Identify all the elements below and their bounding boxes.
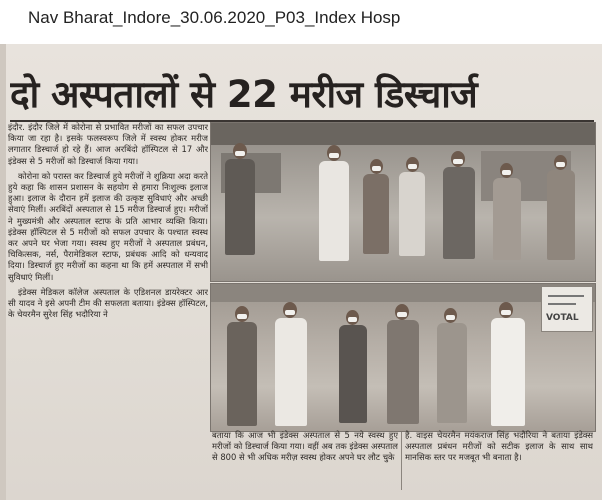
photo-caption-middle <box>212 430 398 492</box>
hospital-sign <box>541 286 593 332</box>
building-wall <box>211 284 595 302</box>
article-column <box>8 122 208 492</box>
hospital-sign-text: VOTAL <box>546 313 579 323</box>
photo-patients-discharged <box>210 122 596 282</box>
column-divider <box>401 432 402 490</box>
clipping-caption: Nav Bharat_Indore_30.06.2020_P03_Index Hosp <box>28 8 401 27</box>
caption-right-text: है. वाइस चेयरमैन मयंकराज सिंह भदौरिया ने बताया इंडेक्स अस्पताल प्रबंधन मरीजों को सटीक इलाज के साथ साथ मानसिक स्तर पर मजबूत भी बनाता है। <box>405 430 593 463</box>
photo-caption-right <box>405 430 593 492</box>
photo-patients-with-staff <box>210 283 596 432</box>
article-paragraph-2: कोरोना को परास्त कर डिस्चार्ज हुये मरीजों ने शुक्रिया अदा करते हुये कहा कि शासन प्रशासन के सहयोग से हमारा निःशुल्क इलाज हुआ। इलाज के दौरान हमें इलाज की उत्कृष्ट सुविधाएं और अच्छी सेवाएं मिलीं। अरबिंदों अस्पताल से 15 मरीज डिस्चार्ज हुए। मरीजों ने मुख्यमंत्री और अस्पताल स्टाफ के प्रति आभार व्यक्ति किया। इंडेक्स हॉस्पिटल से 5 मरीजों को सफल उपचार के पश्चात स्वस्थ कर अपने घर भेजा गया। स्वस्थ हुए मरीजों ने अस्पताल प्रबंधन, चिकित्सक, नर्स, पैरामेडिकल स्टाफ, प्रबंधक आदि को धन्यवाद दिया। डिस्चार्ज हुए मरीजों का कहना था कि हमें अस्पताल में सभी सुविधाएं मिलीं। <box>8 170 208 282</box>
headline: दो अस्पतालों से 22 मरीज डिस्चार्ज <box>10 73 478 116</box>
article-paragraph-3: इंडेक्स मेडिकल कॉलेज अस्पताल के एडिशनल डायरेक्टर आर सी यादव ने इसे अपनी टीम की सफलता बताया। इंडेक्स हॉस्पिटल, के चेयरमैन सुरेश सिंह भदौरिया ने <box>8 286 208 320</box>
building-wall <box>211 123 595 145</box>
caption-middle-text: बताया कि आज भी इंडेक्स अस्पताल से 5 नये स्वस्थ हुए मरीजों को डिस्चार्ज किया गया। वहीं अब तक इंडेक्स अस्पताल से 800 से भी अधिक मरीज़ स्वस्थ होकर अपने घर लौट चुके <box>212 430 398 463</box>
clipping-edge <box>0 44 6 500</box>
article-paragraph-1: इंदौर. इंदौर जिले में कोरोना से प्रभावित मरीजों का सफल उपचार किया जा रहा है। इसके फलस्वरूप जिले में स्वस्थ होकर मरीज लगातार डिस्चार्ज हो रहे हैं। आज अरबिंदो हॉस्पिटल से 17 और इंडेक्स से 5 मरीजों को डिस्चार्ज किया गया। <box>8 122 208 166</box>
